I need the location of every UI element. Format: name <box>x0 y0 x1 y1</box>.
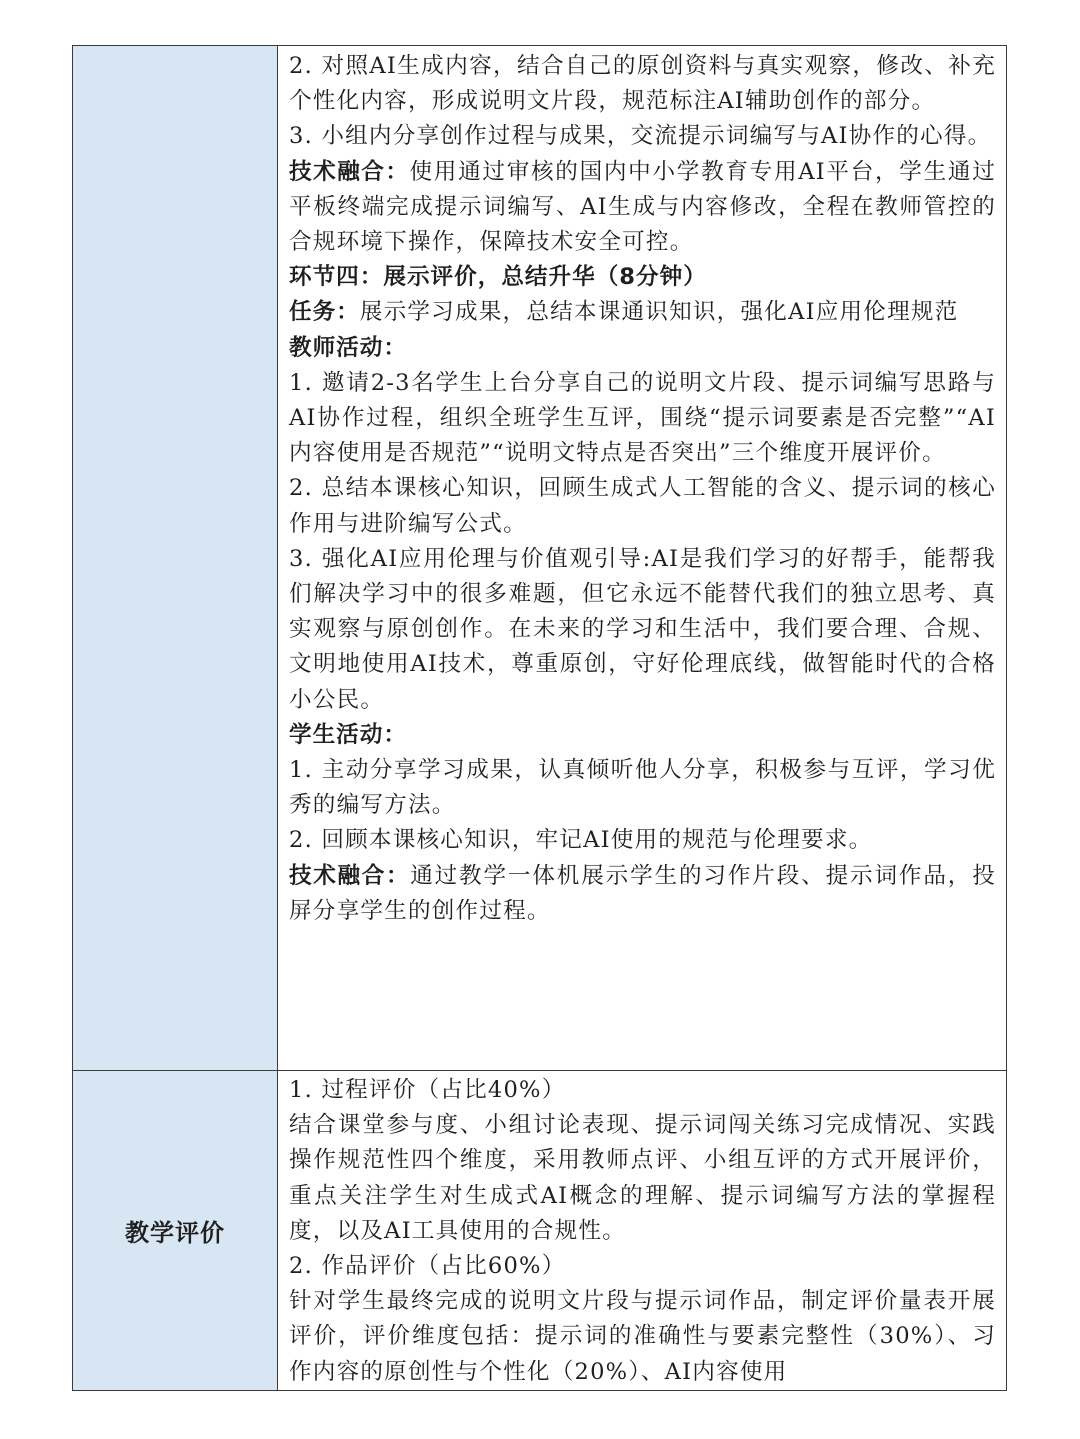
lesson-plan-table <box>72 45 1007 1391</box>
paragraph <box>289 823 996 858</box>
paragraph-text: 针对学生最终完成的说明文片段与提示词作品，制定评价量表开展评价，评价维度包括：提示词的准确性与要素完整性（30%）、习作内容的原创性与个性化（20%）、AI内容使用 <box>289 1288 996 1385</box>
row-label-teaching-evaluation: 教学评价 <box>125 1218 225 1247</box>
bold-heading: 教师活动： <box>289 334 407 361</box>
paragraph <box>289 753 996 823</box>
table-row-process <box>73 46 1007 1071</box>
bold-heading: 技术融合： <box>289 862 411 889</box>
row-label-cell <box>73 1071 278 1391</box>
process-content <box>278 46 1006 929</box>
paragraph-text: 2. 对照AI生成内容，结合自己的原创资料与真实观察，修改、补充个性化内容，形成说明文片段，规范标注AI辅助创作的部分。 <box>289 53 996 115</box>
paragraph <box>289 331 996 366</box>
paragraph <box>289 155 996 261</box>
paragraph <box>289 1284 996 1390</box>
paragraph <box>289 859 996 929</box>
paragraph <box>289 295 996 330</box>
bold-heading: 学生活动： <box>289 721 407 748</box>
paragraph <box>289 1108 996 1249</box>
paragraph <box>289 718 996 753</box>
evaluation-content <box>278 1071 1006 1390</box>
paragraph-text: 2. 总结本课核心知识，回顾生成式人工智能的含义、提示词的核心作用与进阶编写公式。 <box>289 475 996 537</box>
row-label-cell <box>73 46 278 1071</box>
paragraph <box>289 1073 996 1108</box>
paragraph-text: 1. 邀请2-3名学生上台分享自己的说明文片段、提示词编写思路与AI协作过程，组织全班学生互评，围绕“提示词要素是否完整”“AI内容使用是否规范”“说明文特点是否突出”三个维度开展评价。 <box>289 369 996 467</box>
row-content-cell <box>278 1071 1007 1391</box>
paragraph-text: 2. 作品评价（占比60%） <box>289 1253 566 1280</box>
paragraph-text: 2. 回顾本课核心知识，牢记AI使用的规范与伦理要求。 <box>289 827 873 854</box>
paragraph-text: 1. 主动分享学习成果，认真倾听他人分享，积极参与互评，学习优秀的编写方法。 <box>289 757 996 819</box>
paragraph <box>289 119 996 154</box>
paragraph-text: 通过教学一体机展示学生的习作片段、提示词作品，投屏分享学生的创作过程。 <box>289 862 996 924</box>
paragraph-text: 3. 小组内分享创作过程与成果，交流提示词编写与AI协作的心得。 <box>289 123 992 150</box>
bold-heading: 技术融合： <box>289 158 410 185</box>
paragraph <box>289 1249 996 1284</box>
bold-heading: 环节四：展示评价，总结升华（8分钟） <box>289 264 707 291</box>
paragraph-text: 3. 强化AI应用伦理与价值观引导:AI是我们学习的好帮手，能帮我们解决学习中的很多难题，但它永远不能替代我们的独立思考、真实观察与原创创作。在未来的学习和生活中，我们要合理、合规、文明地使用AI技术，尊重原创，守好伦理底线，做智能时代的合格小公民。 <box>289 545 996 713</box>
paragraph-text: 结合课堂参与度、小组讨论表现、提示词闯关练习完成情况、实践操作规范性四个维度，采用教师点评、小组互评的方式开展评价，重点关注学生对生成式AI概念的理解、提示词编写方法的掌握程度，以及AI工具使用的合规性。 <box>289 1112 996 1244</box>
paragraph-text: 1. 过程评价（占比40%） <box>289 1077 566 1103</box>
paragraph <box>289 260 996 295</box>
table-row-evaluation <box>73 1071 1007 1391</box>
paragraph-text: 展示学习成果，总结本课通识知识，强化AI应用伦理规范 <box>359 299 959 326</box>
row-content-cell <box>278 46 1007 1071</box>
paragraph <box>289 366 996 472</box>
paragraph-text: 使用通过审核的国内中小学教育专用AI平台，学生通过平板终端完成提示词编写、AI生成与内容修改，全程在教师管控的合规环境下操作，保障技术安全可控。 <box>289 158 996 256</box>
paragraph <box>289 471 996 541</box>
bold-heading: 任务： <box>289 299 360 326</box>
paragraph <box>289 542 996 718</box>
paragraph <box>289 49 996 119</box>
